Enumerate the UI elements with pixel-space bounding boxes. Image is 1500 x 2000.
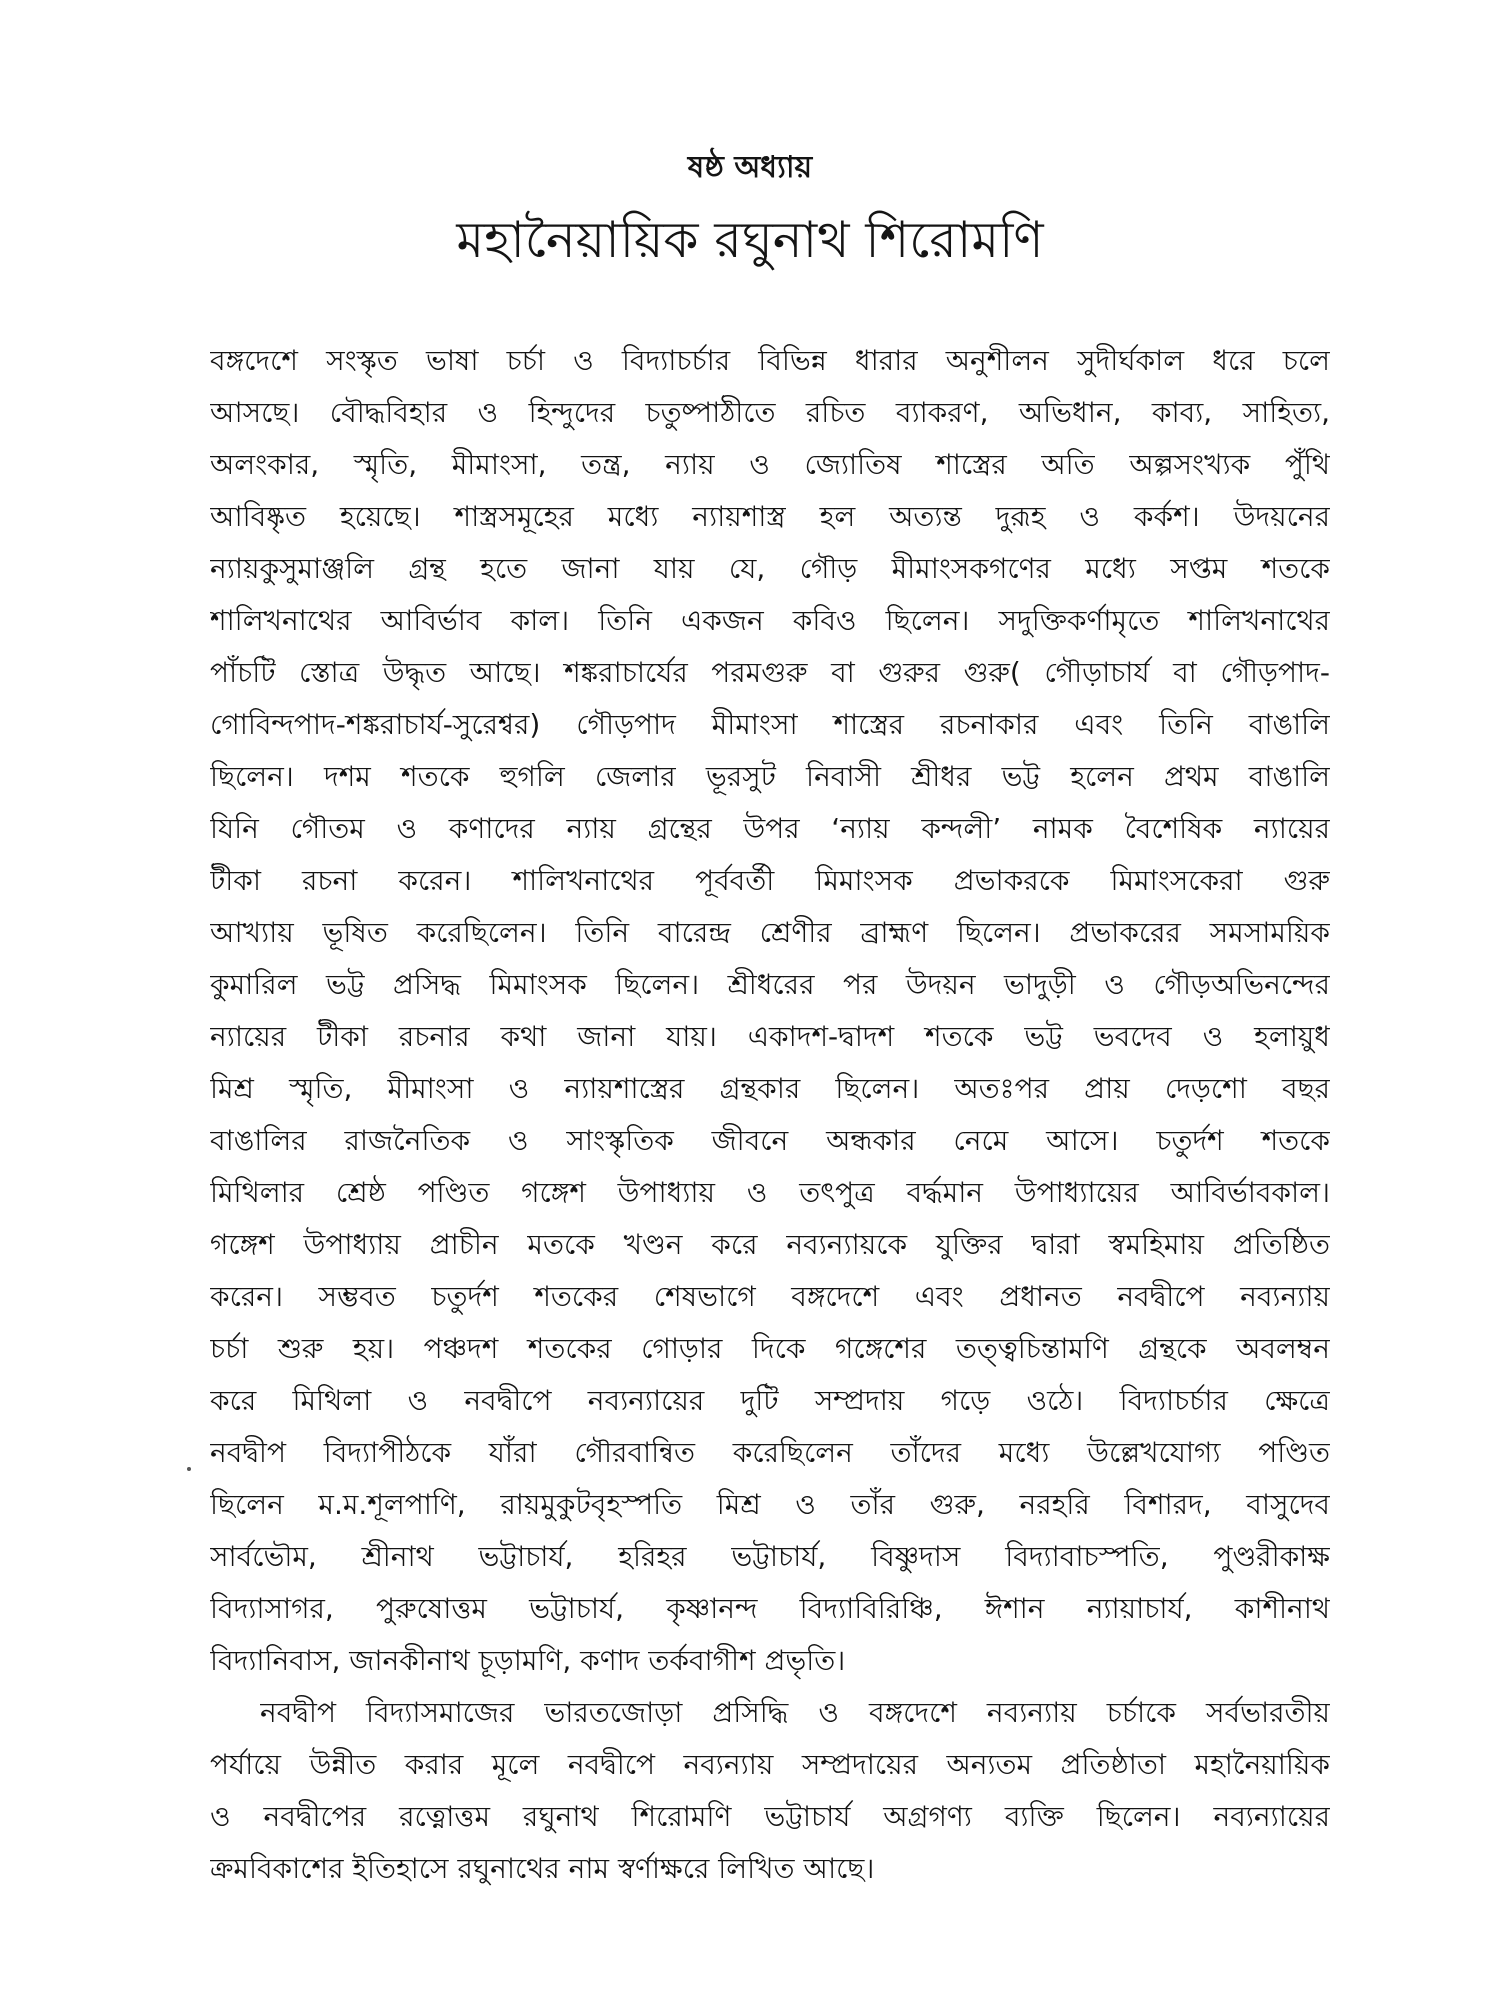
paragraph-line: পর্যায়ে উন্নীত করার মূলে নবদ্বীপে নব্যন্যায় সম্প্রদায়ের অন্যতম প্রতিষ্ঠাতা মহানৈয়ায়িক	[210, 1748, 1330, 1781]
paragraph-line: বঙ্গদেশে সংস্কৃত ভাষা চর্চা ও বিদ্যাচর্চার বিভিন্ন ধারার অনুশীলন সুদীর্ঘকাল ধরে চলে	[210, 344, 1330, 377]
stray-ink-dot	[187, 1467, 191, 1471]
chapter-title: মহানৈয়ায়িক রঘুনাথ শিরোমণি	[456, 211, 1044, 269]
paragraph-line: ন্যায়ের টীকা রচনার কথা জানা যায়। একাদশ-দ্বাদশ শতকে ভট্ট ভবদেব ও হলায়ুধ	[210, 1020, 1330, 1053]
paragraph-line: বিদ্যানিবাস, জানকীনাথ চূড়ামণি, কণাদ তর্কবাগীশ প্রভৃতি।	[210, 1644, 846, 1677]
chapter-label: ষষ্ঠ অধ্যায়	[687, 150, 813, 185]
paragraph-line: সার্বভৌম, শ্রীনাথ ভট্টাচার্য, হরিহর ভট্টাচার্য, বিষ্ণুদাস বিদ্যাবাচস্পতি, পুণ্ডরীকাক্ষ	[210, 1540, 1330, 1573]
paragraph-line: চর্চা শুরু হয়। পঞ্চদশ শতকের গোড়ার দিকে গঙ্গেশের তত্ত্বচিন্তামণি গ্রন্থকে অবলম্বন	[210, 1332, 1330, 1365]
paragraph-line: নবদ্বীপ বিদ্যাপীঠকে যাঁরা গৌরবান্বিত করেছিলেন তাঁদের মধ্যে উল্লেখযোগ্য পণ্ডিত	[210, 1436, 1330, 1469]
paragraph-line: পাঁচটি স্তোত্র উদ্ধৃত আছে। শঙ্করাচার্যের পরমগুরু বা গুরুর গুরু( গৌড়াচার্য বা গৌড়পাদ-	[210, 656, 1330, 689]
paragraph-line: বাঙালির রাজনৈতিক ও সাংস্কৃতিক জীবনে অন্ধকার নেমে আসে। চতুর্দশ শতকে	[210, 1124, 1330, 1157]
paragraph-line: ক্রমবিকাশের ইতিহাসে রঘুনাথের নাম স্বর্ণাক্ষরে লিখিত আছে।	[210, 1852, 875, 1885]
paragraph-line: টীকা রচনা করেন। শালিখনাথের পূর্ববর্তী মিমাংসক প্রভাকরকে মিমাংসকেরা গুরু	[210, 864, 1330, 897]
paragraph-line: মিথিলার শ্রেষ্ঠ পণ্ডিত গঙ্গেশ উপাধ্যায় ও তৎপুত্র বর্দ্ধমান উপাধ্যায়ের আবির্ভাবকাল।	[210, 1176, 1330, 1209]
paragraph-line: বিদ্যাসাগর, পুরুষোত্তম ভট্টাচার্য, কৃষ্ণানন্দ বিদ্যাবিরিঞ্চি, ঈশান ন্যায়াচার্য, কাশীনাথ	[210, 1592, 1330, 1625]
paragraph-line: ছিলেন ম.ম.শূলপাণি, রায়মুকুটবৃহস্পতি মিশ্র ও তাঁর গুরু, নরহরি বিশারদ, বাসুদেব	[210, 1488, 1330, 1521]
paragraph-line: ছিলেন। দশম শতকে হুগলি জেলার ভূরসুট নিবাসী শ্রীধর ভট্ট হলেন প্রথম বাঙালি	[210, 760, 1330, 793]
paragraph-line: মিশ্র স্মৃতি, মীমাংসা ও ন্যায়শাস্ত্রের গ্রন্থকার ছিলেন। অতঃপর প্রায় দেড়শো বছর	[210, 1072, 1330, 1105]
paragraph-line: কুমারিল ভট্ট প্রসিদ্ধ মিমাংসক ছিলেন। শ্রীধরের পর উদয়ন ভাদুড়ী ও গৌড়অভিনন্দের	[210, 968, 1330, 1001]
paragraph-line: গঙ্গেশ উপাধ্যায় প্রাচীন মতকে খণ্ডন করে নব্যন্যায়কে যুক্তির দ্বারা স্বমহিমায় প্রতিষ্ঠিত	[210, 1228, 1330, 1261]
paragraph-line: নবদ্বীপ বিদ্যাসমাজের ভারতজোড়া প্রসিদ্ধি ও বঙ্গদেশে নব্যন্যায় চর্চাকে সর্বভারতীয়	[260, 1696, 1330, 1729]
paragraph-line: অলংকার, স্মৃতি, মীমাংসা, তন্ত্র, ন্যায় ও জ্যোতিষ শাস্ত্রের অতি অল্পসংখ্যক পুঁথি	[210, 448, 1330, 481]
paragraph-line: আখ্যায় ভূষিত করেছিলেন। তিনি বারেন্দ্র শ্রেণীর ব্রাহ্মণ ছিলেন। প্রভাকরের সমসাময়িক	[210, 916, 1330, 949]
paragraph-line: করেন। সম্ভবত চতুর্দশ শতকের শেষভাগে বঙ্গদেশে এবং প্রধানত নবদ্বীপে নব্যন্যায়	[210, 1280, 1330, 1313]
paragraph-line: ও নবদ্বীপের রত্নোত্তম রঘুনাথ শিরোমণি ভট্টাচার্য অগ্রগণ্য ব্যক্তি ছিলেন। নব্যন্যায়ের	[210, 1800, 1330, 1833]
paragraph-line: আবিষ্কৃত হয়েছে। শাস্ত্রসমূহের মধ্যে ন্যায়শাস্ত্র হল অত্যন্ত দুরূহ ও কর্কশ। উদয়নের	[210, 500, 1330, 533]
paragraph-line: আসছে। বৌদ্ধবিহার ও হিন্দুদের চতুষ্পাঠীতে রচিত ব্যাকরণ, অভিধান, কাব্য, সাহিত্য,	[210, 396, 1330, 429]
paragraph-line: করে মিথিলা ও নবদ্বীপে নব্যন্যায়ের দুটি সম্প্রদায় গড়ে ওঠে। বিদ্যাচর্চার ক্ষেত্রে	[210, 1384, 1330, 1417]
paragraph-line: যিনি গৌতম ও কণাদের ন্যায় গ্রন্থের উপর ‘ন্যায় কন্দলী’ নামক বৈশেষিক ন্যায়ের	[210, 812, 1330, 845]
paragraph-line: গোবিন্দপাদ-শঙ্করাচার্য-সুরেশ্বর) গৌড়পাদ মীমাংসা শাস্ত্রের রচনাকার এবং তিনি বাঙালি	[210, 708, 1330, 741]
paragraph-line: ন্যায়কুসুমাঞ্জলি গ্রন্থ হতে জানা যায় যে, গৌড় মীমাংসকগণের মধ্যে সপ্তম শতকে	[210, 552, 1330, 585]
paragraph-line: শালিখনাথের আবির্ভাব কাল। তিনি একজন কবিও ছিলেন। সদুক্তিকর্ণামৃতে শালিখনাথের	[210, 604, 1330, 637]
